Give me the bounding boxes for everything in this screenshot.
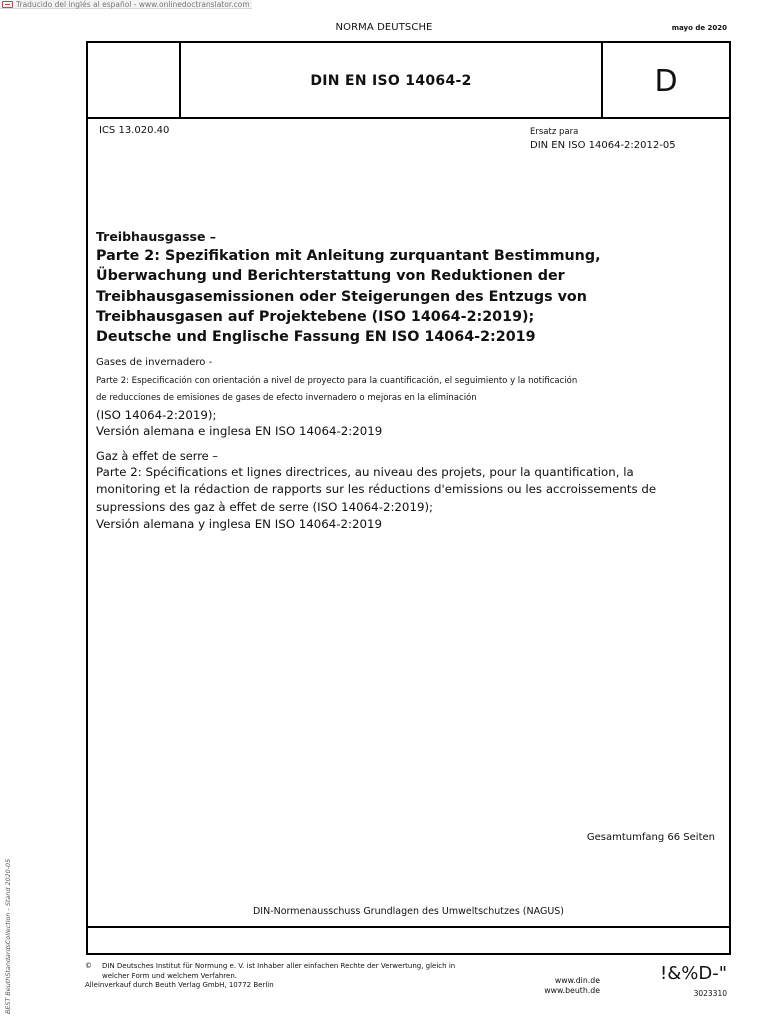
committee-name: DIN-Normenausschuss Grundlagen des Umweltschutzes (NAGUS) xyxy=(252,906,565,917)
beuth-link[interactable]: www.beuth.de xyxy=(544,986,600,995)
german-title-line: Treibhausgasen auf Projektebene (ISO 14064-2:2019); xyxy=(96,308,535,325)
german-title-line: Treibhausgasse – xyxy=(96,229,217,244)
document-number: DIN EN ISO 14064-2 xyxy=(310,73,472,89)
copyright-line: welcher Form und welchem Verfahren. xyxy=(102,971,237,980)
title-row xyxy=(88,43,729,119)
copyright-notice xyxy=(85,962,505,991)
side-watermark: BEST BeuthStandardsCollection - Stand 2020-05 xyxy=(4,858,12,1014)
french-title-line: Gaz à effet de serre – xyxy=(96,449,218,463)
language-cell xyxy=(601,43,729,119)
spanish-title-block xyxy=(96,355,721,439)
spanish-title-line: Parte 2: Especificación con orientación a nivel de proyecto para la cuantificación, el seguimiento y la notificación xyxy=(96,376,578,386)
german-title-line: Überwachung und Berichterstattung von Reduktionen der xyxy=(96,268,565,285)
language-badge: D xyxy=(654,63,678,99)
french-title-line: Parte 2: Spécifications et lignes directrices, au niveau des projets, pour la quantification, la xyxy=(96,465,634,479)
german-title-line: Parte 2: Spezifikation mit Anleitung zurquantant Bestimmung, xyxy=(96,248,601,264)
copyright-symbol: © xyxy=(85,962,92,970)
german-title-line: Deutsche und Englische Fassung EN ISO 14064-2:2019 xyxy=(96,329,536,346)
copyright-line: DIN Deutsches Institut für Normung e. V. ist Inhaber aller einfachen Rechte der Verwertung, gleich in xyxy=(102,962,456,970)
barcode-text: !&%D-" xyxy=(660,963,727,984)
din-link[interactable]: www.din.de xyxy=(554,976,600,985)
bottom-divider xyxy=(88,926,729,928)
french-title-line: supressions des gaz à effet de serre (ISO 14064-2:2019); xyxy=(96,499,434,514)
replacement-label: Ersatz para xyxy=(530,127,579,137)
french-title-block xyxy=(96,448,721,533)
spanish-title-line: de reducciones de emisiones de gases de efecto invernadero o mejoras en la eliminación xyxy=(96,393,477,403)
translator-bar xyxy=(0,0,252,9)
total-pages: Gesamtumfang 66 Seiten xyxy=(586,832,715,843)
ics-code: ICS 13.020.40 xyxy=(99,125,170,136)
norm-header: NORMA DEUTSCHE xyxy=(335,22,433,33)
distributor-line: Alleinverkauf durch Beuth Verlag GmbH, 10772 Berlin xyxy=(85,981,274,990)
spanish-title-line: Gases de invernadero - xyxy=(96,357,213,368)
cover-frame xyxy=(86,41,731,955)
spanish-title-line: (ISO 14064-2:2019); xyxy=(96,408,217,422)
spanish-title-line: Versión alemana e inglesa EN ISO 14064-2:2019 xyxy=(96,424,383,438)
german-title-line: Treibhausgasemissionen oder Steigerungen des Entzugs von xyxy=(96,288,587,305)
french-title-line: monitoring et la rédaction de rapports sur les réductions d'emissions ou les accroissements de xyxy=(96,482,657,497)
translator-logo-icon xyxy=(2,1,13,8)
german-title-block xyxy=(96,228,721,347)
french-title-line: Versión alemana y inglesa EN ISO 14064-2:2019 xyxy=(96,516,383,531)
translator-link[interactable]: Traducido del inglés al español - www.onlinedoctranslator.com xyxy=(16,0,250,9)
publication-date: mayo de 2020 xyxy=(671,24,727,32)
document-id-number: 3023310 xyxy=(693,989,727,998)
replacement-value: DIN EN ISO 14064-2:2012-05 xyxy=(530,140,676,151)
title-left-cell xyxy=(88,43,181,119)
footer-links xyxy=(530,976,600,996)
